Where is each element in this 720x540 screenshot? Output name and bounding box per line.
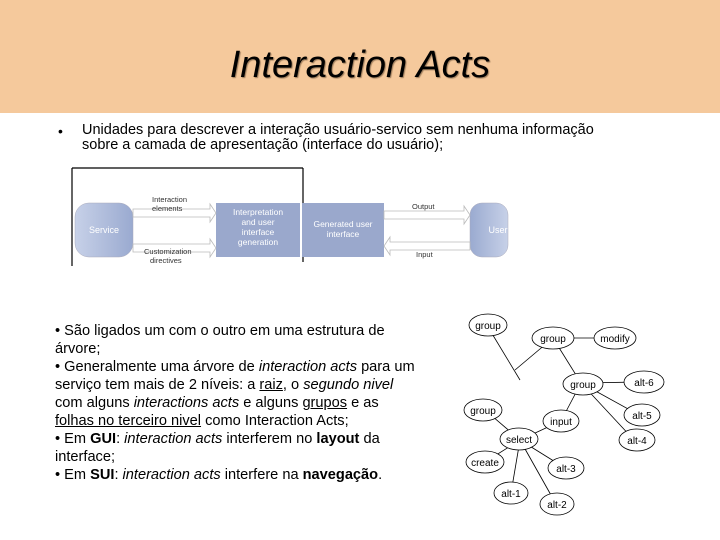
body-line: com alguns interactions acts e alguns grupos e as — [55, 395, 379, 411]
tree-node — [543, 410, 579, 432]
tree-node — [532, 327, 574, 349]
intro-line: Unidades para descrever a interação usuário-servico sem nenhuma informação — [82, 122, 594, 138]
user-node — [470, 203, 508, 257]
body-line: serviço tem mais de 2 níveis: a raiz, o segundo nivel — [55, 377, 394, 393]
svg-text:modify: modify — [600, 334, 630, 345]
svg-text:group: group — [475, 321, 501, 332]
input-arrow — [384, 237, 470, 259]
svg-text:alt-1: alt-1 — [501, 489, 521, 500]
svg-text:select: select — [505, 435, 533, 446]
body-line: • São ligados um com o outro em uma estrutura de — [55, 323, 385, 339]
svg-text:alt-4: alt-4 — [627, 436, 647, 447]
svg-text:group: group — [470, 406, 496, 417]
svg-text:alt-6: alt-6 — [634, 378, 654, 389]
interaction-label: Interaction — [152, 195, 188, 204]
body-line: interface; — [55, 449, 116, 465]
svg-text:alt-5: alt-5 — [632, 411, 652, 422]
body-line: • Em GUI: interaction acts interferem no layout da — [55, 431, 380, 447]
svg-text:alt-3: alt-3 — [556, 464, 576, 475]
svg-text:create: create — [471, 458, 499, 469]
interp-line: generation — [237, 237, 279, 247]
body-line: folhas no terceiro nivel como Interaction Acts; — [55, 413, 349, 429]
interaction-elements-arrow — [133, 195, 216, 222]
tree-node — [469, 314, 507, 336]
svg-text:group: group — [570, 380, 596, 391]
output-label: Output — [412, 202, 435, 211]
generated-line: interface — [326, 229, 360, 239]
svg-text:alt-2: alt-2 — [547, 500, 567, 511]
svg-text:input: input — [550, 417, 572, 428]
interp-line: and user — [241, 217, 275, 227]
bullet-marker: • — [58, 123, 63, 139]
output-arrow — [384, 202, 470, 224]
tree-node — [619, 429, 655, 451]
body-line: • Em SUI: interaction acts interfere na navegação. — [55, 467, 383, 483]
interaction-label: elements — [152, 204, 183, 213]
tree-node — [466, 451, 504, 473]
interp-line: Interpretation — [232, 207, 284, 217]
user-label: User — [488, 225, 508, 235]
tree-node — [540, 493, 574, 515]
interpretation-box — [216, 203, 300, 257]
service-node — [75, 203, 133, 257]
customization-label: Customization — [144, 247, 192, 256]
tree-node — [494, 482, 528, 504]
service-label: Service — [88, 225, 120, 235]
architecture-diagram — [70, 158, 510, 270]
slide-title: Interaction Acts — [229, 44, 491, 86]
interaction-acts-tree — [455, 305, 675, 525]
slide-header — [0, 0, 720, 113]
tree-node — [464, 399, 502, 421]
tree-node — [563, 373, 603, 395]
intro-paragraph — [82, 123, 682, 153]
tree-node — [624, 371, 664, 393]
customization-directives-arrow — [133, 239, 216, 265]
tree-node — [548, 457, 584, 479]
svg-text:group: group — [540, 334, 566, 345]
generated-line: Generated user — [313, 219, 373, 229]
customization-label: directives — [150, 256, 182, 265]
interp-line: interface — [241, 227, 275, 237]
generated-ui-box — [302, 203, 384, 257]
body-line: árvore; — [55, 341, 101, 357]
tree-node — [500, 428, 538, 450]
body-line: • Generalmente uma árvore de interaction acts para um — [55, 359, 415, 375]
input-label: Input — [416, 250, 433, 259]
body-paragraph — [55, 322, 460, 484]
tree-node — [624, 404, 660, 426]
tree-node — [594, 327, 636, 349]
intro-line: sobre a camada de apresentação (interface do usuário); — [82, 137, 444, 153]
